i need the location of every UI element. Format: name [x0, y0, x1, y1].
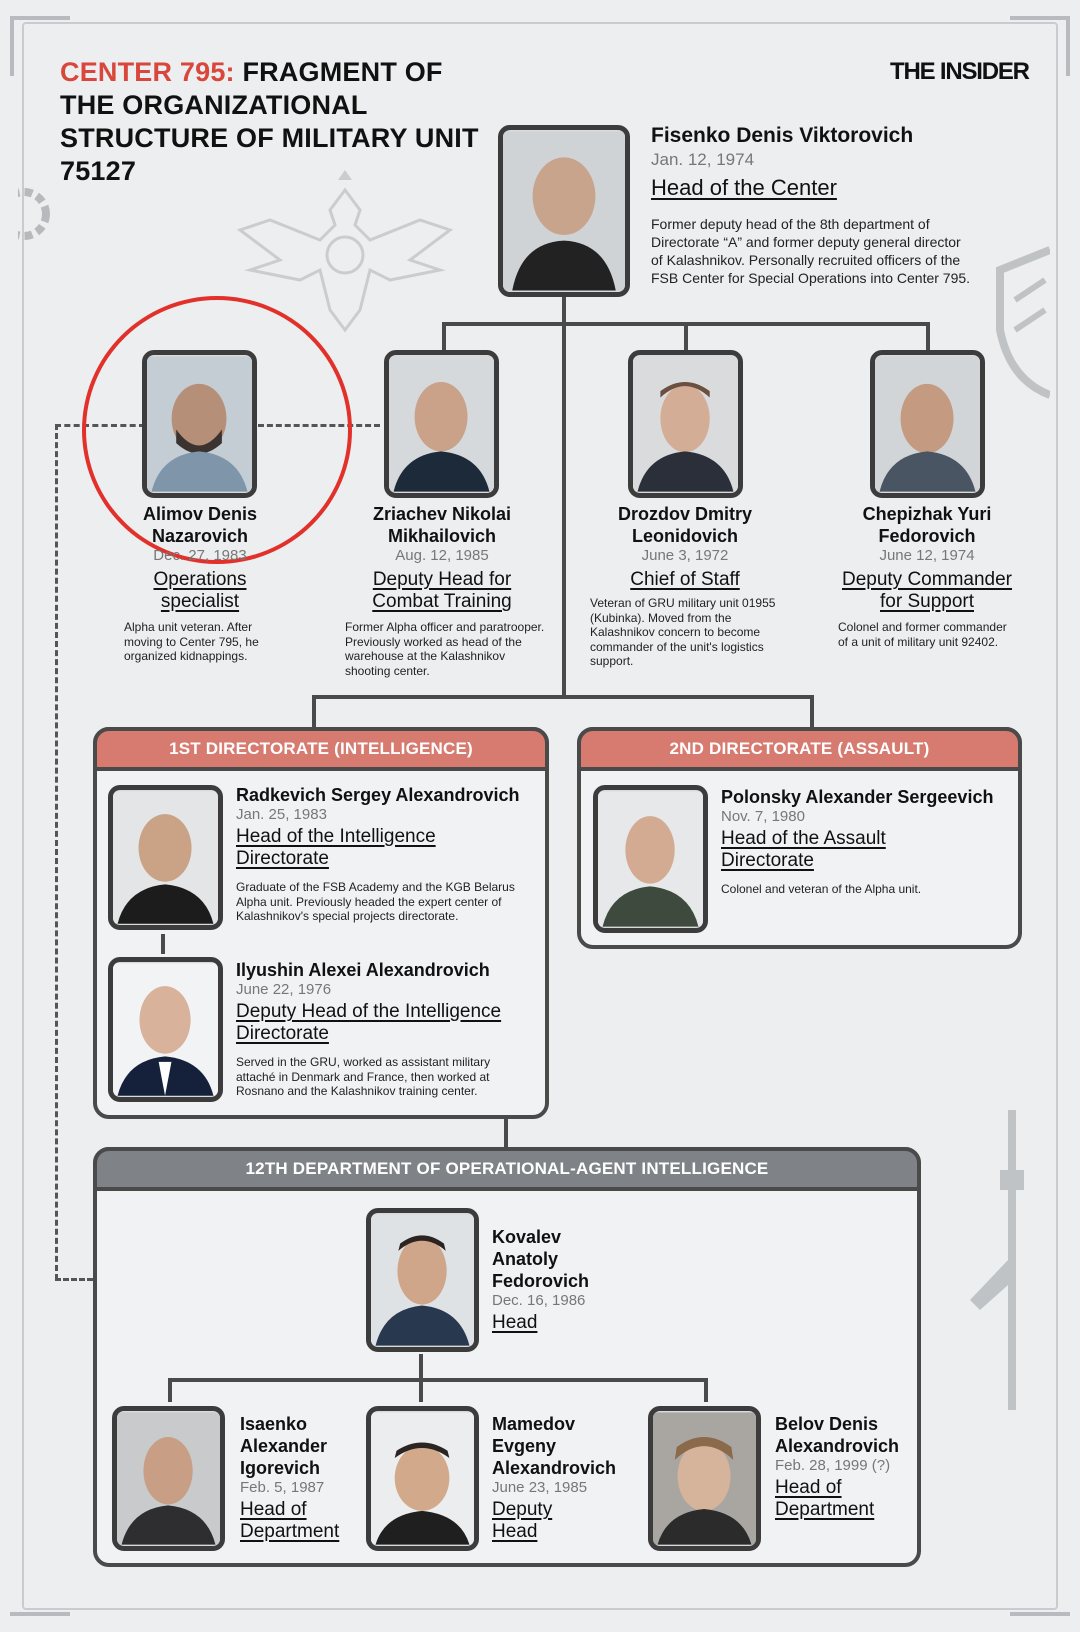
frame-corner-decoration [10, 16, 70, 20]
dept-head-date: Dec. 16, 1986 [492, 1292, 586, 1309]
photo-fisenko [498, 125, 630, 297]
member-date: June 23, 1985 [492, 1479, 588, 1496]
connector-line [810, 695, 814, 729]
deputy-role: Operations specialist [153, 569, 247, 612]
gear-icon [18, 178, 58, 250]
deputy-date: June 12, 1974 [879, 547, 975, 564]
photo-zriachev [384, 350, 499, 498]
member-role: Deputy Head of the Intelligence Directorate [236, 1001, 502, 1044]
member-desc: Served in the GRU, worked as assistant military attaché in Denmark and France, then worked at Rosnano and the Kalashnikov training center. [236, 1055, 491, 1098]
member-name: Polonsky Alexander Sergeevich [721, 787, 994, 807]
publisher-logo: THE INSIDER [890, 58, 1029, 85]
head-date: Jan. 12, 1974 [651, 150, 755, 169]
member-date: June 22, 1976 [236, 981, 332, 998]
title-rest: FRAGMENT OF THE ORGANIZATIONAL STRUCTURE OF MILITARY UNIT 75127 [60, 57, 479, 186]
member-role: Head of Department [240, 1499, 340, 1542]
connector-line [161, 934, 165, 954]
rifle-silhouette-icon [960, 1110, 1050, 1410]
deputy-name: Alimov Denis Nazarovich [142, 504, 258, 546]
frame-corner-decoration [1066, 16, 1070, 76]
member-role: Head of the Assault Directorate [721, 828, 886, 871]
deputy-role: Chief of Staff [630, 569, 740, 590]
deputy-name: Drozdov Dmitry Leonidovich [617, 504, 752, 546]
connector-line [442, 322, 446, 350]
shield-emblem-icon [990, 240, 1050, 400]
deputy-role: Deputy Head for Combat Training [372, 569, 512, 612]
head-desc: Former deputy head of the 8th department of Directorate “A” and former deputy general director of Kalashnikov. Personally recruited officers of the FSB Center for Special Operations into Center 795. [651, 216, 971, 286]
head-name: Fisenko Denis Viktorovich [651, 124, 914, 147]
connector-line [684, 322, 688, 350]
dept-head-name: Kovalev Anatoly Fedorovich [492, 1227, 590, 1291]
member-role: Deputy Head [492, 1499, 553, 1542]
deputy-desc: Former Alpha officer and paratrooper. Previously worked as head of the warehouse at the Kalashnikov shooting center. [345, 620, 545, 678]
deputy-desc: Colonel and former commander of a unit of military unit 92402. [838, 620, 1007, 649]
page-title [60, 56, 480, 188]
photo-polonsky [593, 785, 708, 933]
photo-drozdov [628, 350, 743, 498]
connector-line [704, 1378, 708, 1402]
frame-corner-decoration [10, 1612, 70, 1616]
photo-belov [648, 1406, 761, 1551]
photo-mamedov [366, 1406, 479, 1551]
member-name: Belov Denis Alexandrovich [775, 1414, 900, 1456]
photo-ilyushin [108, 957, 223, 1102]
title-accent: CENTER 795: [60, 57, 235, 87]
deputy-name: Zriachev Nikolai Mikhailovich [372, 504, 512, 546]
photo-radkevich [108, 785, 223, 930]
member-name: Isaenko Alexander Igorevich [240, 1414, 328, 1478]
member-date: Feb. 28, 1999 (?) [775, 1457, 891, 1474]
member-name: Radkevich Sergey Alexandrovich [236, 785, 520, 805]
section-title: 1ST DIRECTORATE (INTELLIGENCE) [93, 727, 549, 771]
member-role: Head of the Intelligence Directorate [236, 826, 436, 869]
deputy-name: Chepizhak Yuri Fedorovich [862, 504, 992, 546]
photo-isaenko [112, 1406, 225, 1551]
deputy-date: Aug. 12, 1985 [395, 547, 489, 564]
member-name: Ilyushin Alexei Alexandrovich [236, 960, 490, 980]
dashed-connector [55, 1278, 93, 1281]
member-date: Jan. 25, 1983 [236, 806, 327, 823]
member-date: Nov. 7, 1980 [721, 808, 805, 825]
section-title: 2ND DIRECTORATE (ASSAULT) [577, 727, 1022, 771]
frame-corner-decoration [1010, 1612, 1070, 1616]
deputy-desc: Veteran of GRU military unit 01955 (Kubinka). Moved from the Kalashnikov concern to become commander of the unit's logistics support. [590, 596, 776, 668]
member-desc: Colonel and veteran of the Alpha unit. [721, 882, 922, 896]
member-desc: Graduate of the FSB Academy and the KGB Belarus Alpha unit. Previously headed the expert center of Kalashnikov's special projects directorate. [236, 880, 515, 923]
member-role: Head of Department [775, 1477, 875, 1520]
member-date: Feb. 5, 1987 [240, 1479, 325, 1496]
connector-line [168, 1378, 708, 1382]
frame-corner-decoration [1010, 16, 1070, 20]
connector-line [926, 322, 930, 350]
deputy-desc: Alpha unit veteran. After moving to Center 795, he organized kidnappings. [124, 620, 259, 663]
dept-head-role: Head [492, 1312, 538, 1333]
deputy-date: Dec. 27, 1983 [153, 547, 247, 564]
head-role: Head of the Center [651, 175, 837, 200]
connector-line [168, 1378, 172, 1402]
deputy-role: Deputy Commander for Support [841, 569, 1013, 612]
dashed-connector [55, 424, 58, 1280]
photo-chepizhak [870, 350, 985, 498]
section-title: 12TH DEPARTMENT OF OPERATIONAL-AGENT INTELLIGENCE [93, 1147, 921, 1191]
connector-line [312, 695, 316, 729]
connector-line [504, 1119, 508, 1149]
member-name: Mamedov Evgeny Alexandrovich [492, 1414, 617, 1478]
connector-line [312, 695, 814, 699]
connector-line [562, 297, 566, 697]
photo-kovalev [366, 1208, 479, 1352]
frame-corner-decoration [10, 16, 14, 76]
deputy-date: June 3, 1972 [641, 547, 729, 564]
